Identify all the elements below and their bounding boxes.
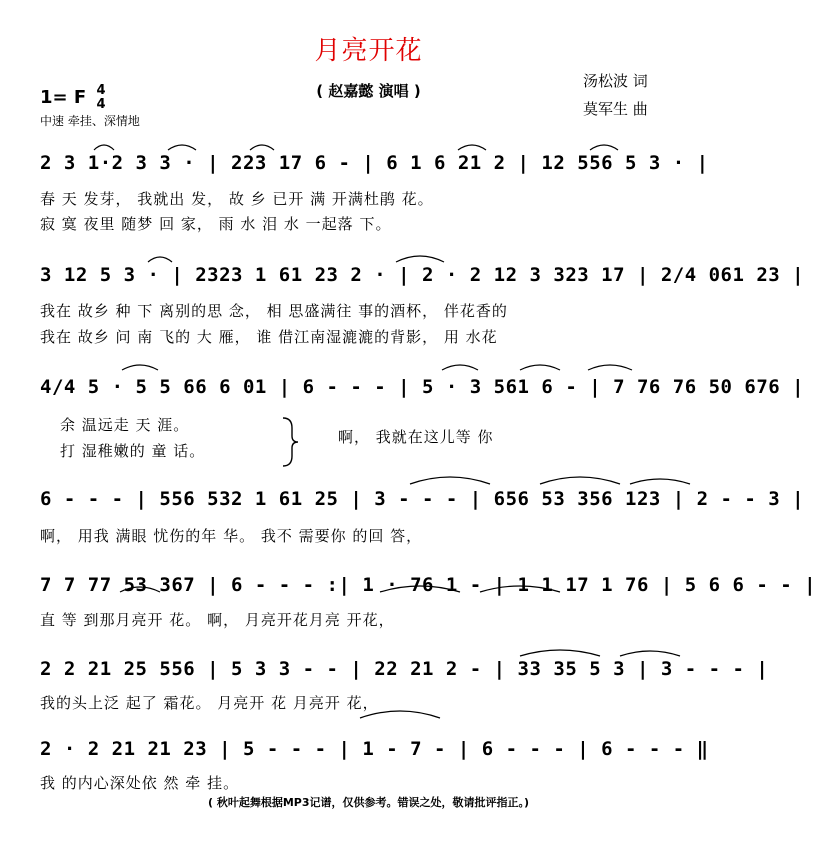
transcription-note: ( 秋叶起舞根据MP3记谱，仅供参考。错误之处，敬请批评指正。) xyxy=(207,796,530,809)
lyric-row-1-verse-1: 春 天 发芽， 我就出 发， 故 乡 已开 满 开满杜鹃 花。 xyxy=(40,190,434,208)
key-signature xyxy=(40,84,106,112)
notation-row-4: 6 - - - | 556 532 1 61 25 | 3 - - - | 656 53 356 123 | 2 - - 3 | xyxy=(40,488,805,510)
lyric-row-5: 直 等 到那月亮开 花。 啊， 月亮开花月亮 开花， xyxy=(40,611,395,629)
key-label: 1= F xyxy=(40,87,87,108)
time-signature xyxy=(96,84,105,112)
lyric-row-2-verse-2: 我在 故乡 问 南 飞的 大 雁， 谁 借江南湿漉漉的背影， 用 水花 xyxy=(40,328,498,346)
lyric-row-6: 我的头上泛 起了 霜花。 月亮开 花 月亮开 花， xyxy=(40,694,379,712)
lyric-row-3-shared: 啊， 我就在这儿等 你 xyxy=(338,428,494,446)
notation-row-2: 3 12 5 3 · | 2323 1 61 23 2 · | 2 · 2 12 3 323 17 | 2/4 061 23 | xyxy=(40,264,805,286)
singer-credit: ( 赵嘉懿 演唱 ) xyxy=(316,82,421,100)
song-title: 月亮开花 xyxy=(314,36,423,66)
lyric-row-4: 啊， 用我 满眼 忧伤的年 华。 我不 需要你 的回 答， xyxy=(40,527,423,545)
composer-credit: 莫军生 曲 xyxy=(583,100,648,118)
notation-row-5: 7 7 77 53 367 | 6 - - - :| 1 · 76 1 - | 1 1 17 1 76 | 5 6 6 - - | xyxy=(40,574,816,596)
notation-row-7: 2 · 2 21 21 23 | 5 - - - | 1 - 7 - | 6 - - - | 6 - - - ‖ xyxy=(40,738,709,760)
notation-row-1: 2 3 1·2 3 3 · | 223 17 6 - | 6 1 6 21 2 | 12 556 5 3 · | xyxy=(40,152,709,174)
lyric-row-2-verse-1: 我在 故乡 种 下 离别的思 念， 相 思盛满往 事的酒杯， 伴花香的 xyxy=(40,302,508,320)
lyric-row-1-verse-2: 寂 寞 夜里 随梦 回 家， 雨 水 泪 水 一起落 下。 xyxy=(40,215,392,233)
lyricist-credit: 汤松波 词 xyxy=(583,72,648,90)
lyric-row-3-verse-2: 打 湿稚嫩的 童 话。 xyxy=(60,442,206,460)
time-top: 4 xyxy=(96,83,106,98)
time-bottom: 4 xyxy=(96,97,106,112)
notation-row-6: 2 2 21 25 556 | 5 3 3 - - | 22 21 2 - | 33 35 5 3 | 3 - - - | xyxy=(40,658,769,680)
lyric-row-7: 我 的内心深处依 然 牵 挂。 xyxy=(40,774,240,792)
tempo-marking: 中速 牵挂、深情地 xyxy=(40,114,140,128)
lyric-row-3-verse-1: 余 温远走 天 涯。 xyxy=(60,416,190,434)
notation-row-3: 4/4 5 · 5 5 66 6 01 | 6 - - - | 5 · 3 561 6 - | 7 76 76 50 676 | xyxy=(40,376,805,398)
